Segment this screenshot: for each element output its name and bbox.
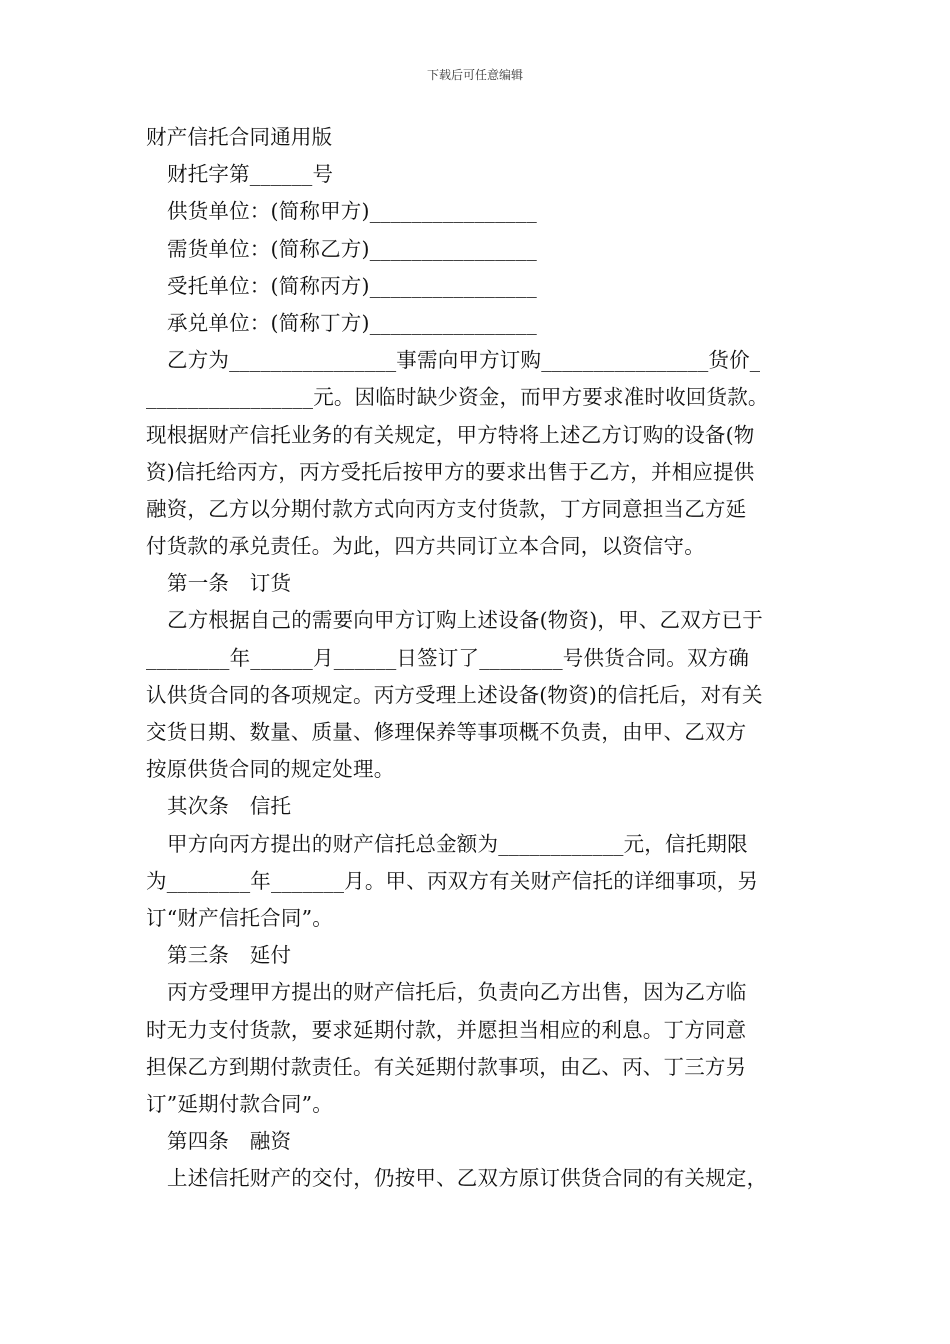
document-line: 上述信托财产的交付，仍按甲、乙双方原订供货合同的有关规定， — [167, 1166, 768, 1191]
document-line: 第四条 融资 — [167, 1129, 292, 1154]
document-line: 财产信托合同通用版 — [146, 125, 333, 149]
page-header-note: 下载后可任意编辑 — [426, 68, 523, 82]
document-line: 第一条 订货 — [167, 571, 292, 596]
document-line: 为________年_______月。甲、丙双方有关财产信托的详细事项，另 — [146, 868, 759, 893]
document-line: 乙方根据自己的需要向甲方订购上述设备(物资)，甲、乙双方已于 — [167, 608, 763, 633]
document-line: 第三条 延付 — [167, 943, 292, 968]
document-line: 认供货合同的各项规定。丙方受理上述设备(物资)的信托后，对有关 — [146, 682, 763, 707]
document-line: 其次条 信托 — [167, 794, 292, 819]
document-line: 资)信托给丙方，丙方受托后按甲方的要求出售于乙方，并相应提供 — [146, 459, 755, 484]
document-body — [146, 119, 811, 1197]
document-line: 融资，乙方以分期付款方式向丙方支付货款，丁方同意担当乙方延 — [146, 496, 747, 521]
document-line: 订”延期付款合同”。 — [146, 1091, 333, 1116]
document-line: 需货单位：(简称乙方)________________ — [167, 236, 537, 261]
document-line: ________________元。因临时缺少资金，而甲方要求准时收回货款。 — [146, 385, 769, 410]
document-line: 受托单位：(简称丙方)________________ — [167, 273, 537, 298]
document-line: 交货日期、数量、质量、修理保养等事项概不负责，由甲、乙双方 — [146, 720, 747, 744]
document-line: 付货款的承兑责任。为此，四方共同订立本合同，以资信守。 — [146, 534, 705, 559]
document-line: 订“财产信托合同”。 — [146, 905, 333, 930]
document-line: 甲方向丙方提出的财产信托总金额为____________元，信托期限 — [167, 831, 748, 856]
document-line: ________年______月______日签订了________号供货合同。双方确 — [146, 645, 750, 670]
document-line: 财托字第______号 — [167, 162, 334, 187]
document-line: 乙方为________________事需向甲方订购________________货价_ — [167, 348, 761, 373]
document-line: 按原供货合同的规定处理。 — [146, 757, 395, 782]
document-line: 供货单位：(简称甲方)________________ — [167, 199, 537, 224]
document-line: 承兑单位：(简称丁方)________________ — [167, 310, 537, 335]
document-line: 时无力支付货款，要求延期付款，并愿担当相应的利息。丁方同意 — [146, 1017, 747, 1042]
document-line: 担保乙方到期付款责任。有关延期付款事项，由乙、丙、丁三方另 — [146, 1054, 747, 1079]
document-line: 丙方受理甲方提出的财产信托后，负责向乙方出售，因为乙方临 — [167, 980, 747, 1005]
document-line: 现根据财产信托业务的有关规定，甲方特将上述乙方订购的设备(物 — [146, 422, 755, 447]
